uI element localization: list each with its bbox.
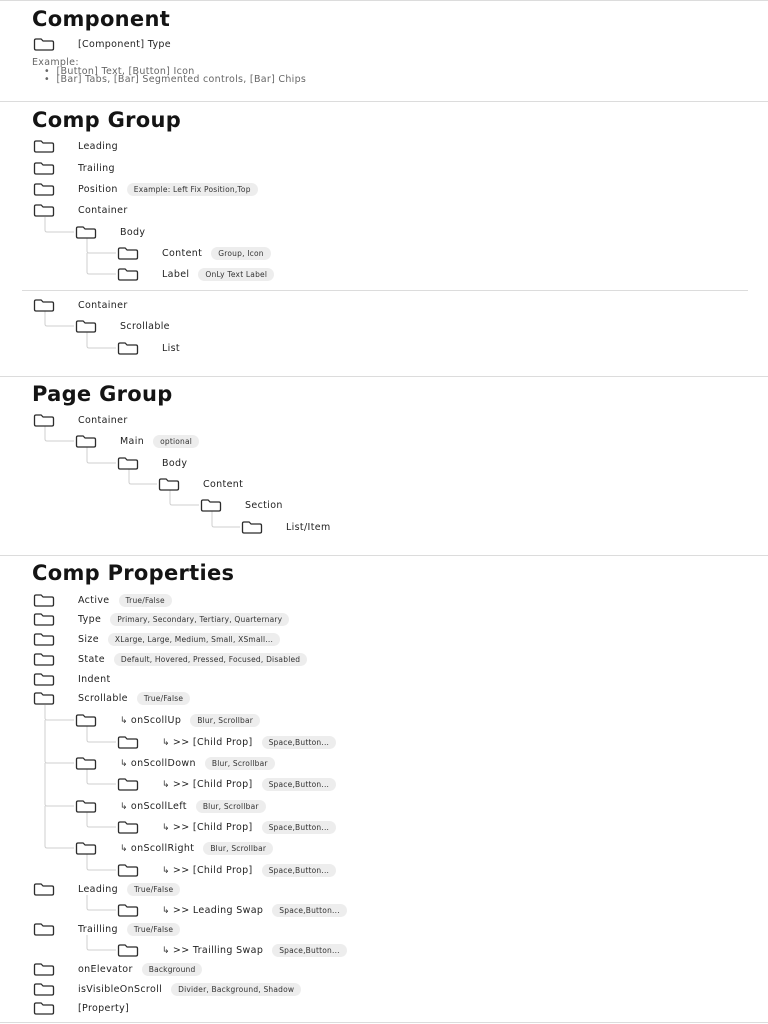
row-label: Trailing xyxy=(78,162,115,174)
row-label xyxy=(162,737,253,748)
row-label: Main xyxy=(120,435,145,447)
row-label: Trailling xyxy=(78,923,118,935)
row-label xyxy=(162,779,253,790)
tree-row xyxy=(117,776,336,792)
tag-chip: OnLy Text Label xyxy=(198,268,274,281)
folder-icon xyxy=(200,499,222,512)
tag-chip: Primary, Secondary, Tertiary, Quarternary xyxy=(110,613,289,626)
tree-row xyxy=(117,734,336,750)
tag-chip: Example: Left Fix Position,Top xyxy=(127,183,258,196)
return-arrow-icon: ↳ xyxy=(120,758,128,769)
row-label: Body xyxy=(162,457,188,469)
folder-icon xyxy=(75,842,97,855)
row-label xyxy=(162,822,253,833)
row-text: >> Leading Swap xyxy=(172,904,264,916)
tree-row xyxy=(33,671,111,687)
folder-icon xyxy=(75,435,97,448)
folder-icon xyxy=(33,594,55,607)
tag-chip: Space,Button... xyxy=(262,778,337,791)
row-label xyxy=(162,905,263,916)
folder-icon xyxy=(75,714,97,727)
section-title-comp-group: Comp Group xyxy=(32,108,182,132)
tree-row xyxy=(75,840,273,856)
folder-icon xyxy=(117,864,139,877)
tag-chip: Space,Button... xyxy=(272,904,347,917)
tree-row xyxy=(33,961,202,977)
tree-row xyxy=(75,712,260,728)
row-text: >> [Child Prop] xyxy=(172,778,253,790)
section-title-page-group: Page Group xyxy=(32,382,173,406)
row-label: Scrollable xyxy=(120,320,170,332)
folder-icon xyxy=(117,778,139,791)
tree-row xyxy=(75,755,275,771)
row-label: Container xyxy=(78,299,128,311)
row-label: Body xyxy=(120,226,146,238)
row-text: onScollUp xyxy=(130,714,182,726)
folder-icon xyxy=(75,757,97,770)
tag-chip: Space,Button... xyxy=(262,736,337,749)
folder-icon xyxy=(33,983,55,996)
tree-row xyxy=(33,412,128,428)
tag-chip: Blur, Scrollbar xyxy=(196,800,266,813)
tree-row xyxy=(117,340,180,356)
folder-icon xyxy=(117,247,139,260)
tree-row xyxy=(33,981,301,997)
row-label xyxy=(120,843,194,854)
example-text: [Button] Text, [Button] Icon xyxy=(56,66,195,77)
tag-chip: XLarge, Large, Medium, Small, XSmall... xyxy=(108,633,280,646)
return-arrow-icon: ↳ xyxy=(162,779,170,790)
return-arrow-icon: ↳ xyxy=(162,822,170,833)
folder-icon xyxy=(117,457,139,470)
tree-row xyxy=(33,651,307,667)
tree-row xyxy=(117,862,336,878)
return-arrow-icon: ↳ xyxy=(162,737,170,748)
return-arrow-icon: ↳ xyxy=(162,945,170,956)
row-text: onScollDown xyxy=(130,757,196,769)
row-label xyxy=(162,945,263,956)
row-label: Content xyxy=(162,247,203,259)
folder-icon xyxy=(33,162,55,175)
tree-row xyxy=(33,921,180,937)
folder-icon xyxy=(117,944,139,957)
row-label: Type xyxy=(78,613,102,625)
tree-row xyxy=(117,902,347,918)
folder-icon xyxy=(117,342,139,355)
folder-icon xyxy=(117,736,139,749)
tag-chip: Space,Button... xyxy=(272,944,347,957)
row-text: >> Trailling Swap xyxy=(172,944,264,956)
row-label: isVisibleOnScroll xyxy=(78,983,163,995)
row-label xyxy=(162,865,253,876)
row-text: onScollLeft xyxy=(130,800,187,812)
folder-icon xyxy=(33,38,55,51)
tree-row xyxy=(33,690,190,706)
tag-chip: True/False xyxy=(127,923,180,936)
tree-row xyxy=(117,455,187,471)
tree-row xyxy=(117,819,336,835)
row-label: List/Item xyxy=(286,521,331,533)
row-label: Leading xyxy=(78,140,118,152)
row-text: >> [Child Prop] xyxy=(172,821,253,833)
folder-icon xyxy=(33,613,55,626)
folder-icon xyxy=(33,633,55,646)
tree-row xyxy=(33,36,171,52)
folder-icon xyxy=(33,883,55,896)
tag-chip: Space,Button... xyxy=(262,821,337,834)
row-label: Container xyxy=(78,414,128,426)
folder-icon xyxy=(33,653,55,666)
return-arrow-icon: ↳ xyxy=(120,715,128,726)
row-text: onScollRight xyxy=(130,842,195,854)
tree-row xyxy=(33,202,128,218)
return-arrow-icon: ↳ xyxy=(162,865,170,876)
tree-row xyxy=(241,519,331,535)
example-item xyxy=(44,74,306,85)
divider xyxy=(0,555,768,556)
example-text: [Bar] Tabs, [Bar] Segmented controls, [Bar] Chips xyxy=(56,74,307,85)
tag-chip: optional xyxy=(153,435,199,448)
row-label: State xyxy=(78,653,105,665)
folder-icon xyxy=(117,821,139,834)
row-label: Size xyxy=(78,633,99,645)
folder-icon xyxy=(33,673,55,686)
tag-chip: True/False xyxy=(137,692,190,705)
divider xyxy=(22,290,748,291)
return-arrow-icon: ↳ xyxy=(162,905,170,916)
divider xyxy=(0,376,768,377)
row-label: Section xyxy=(245,499,283,511)
tag-chip: Background xyxy=(142,963,203,976)
tag-chip: Blur, Scrollbar xyxy=(190,714,260,727)
tree-row xyxy=(33,631,280,647)
row-label: Scrollable xyxy=(78,692,128,704)
row-label: Leading xyxy=(78,883,118,895)
tree-row xyxy=(33,181,258,197)
row-label: Content xyxy=(203,478,244,490)
row-label xyxy=(120,715,181,726)
tree-row xyxy=(33,160,115,176)
folder-icon xyxy=(241,521,263,534)
tree-row xyxy=(200,497,283,513)
bullet: • xyxy=(44,74,50,85)
folder-icon xyxy=(75,800,97,813)
tree-row xyxy=(75,798,266,814)
row-label: Active xyxy=(78,594,110,606)
tree-row xyxy=(33,1000,129,1016)
folder-icon xyxy=(33,923,55,936)
section-title-component: Component xyxy=(32,7,171,31)
tag-chip: Blur, Scrollbar xyxy=(203,842,273,855)
return-arrow-icon: ↳ xyxy=(120,801,128,812)
folder-icon xyxy=(117,268,139,281)
tag-chip: Blur, Scrollbar xyxy=(205,757,275,770)
folder-icon xyxy=(33,414,55,427)
tree-row xyxy=(75,318,170,334)
tree-row xyxy=(75,433,199,449)
tree-row xyxy=(33,592,172,608)
divider xyxy=(0,1022,768,1023)
tag-chip: Space,Button... xyxy=(262,864,337,877)
folder-icon xyxy=(33,204,55,217)
folder-icon xyxy=(33,1002,55,1015)
folder-icon xyxy=(33,692,55,705)
divider xyxy=(0,0,768,1)
tag-chip: True/False xyxy=(127,883,180,896)
tree-row xyxy=(117,942,347,958)
tree-row xyxy=(33,881,180,897)
folder-icon xyxy=(158,478,180,491)
folder-icon xyxy=(75,320,97,333)
tag-chip: Group, Icon xyxy=(211,247,270,260)
tree-row xyxy=(33,611,289,627)
row-label: [Property] xyxy=(78,1002,130,1014)
folder-icon xyxy=(33,183,55,196)
row-label: [Component] Type xyxy=(78,38,172,50)
folder-icon xyxy=(33,299,55,312)
row-label: Position xyxy=(78,183,118,195)
bullet: • xyxy=(44,66,50,77)
folder-icon xyxy=(33,140,55,153)
return-arrow-icon: ↳ xyxy=(120,843,128,854)
folder-icon xyxy=(33,963,55,976)
tag-chip: Divider, Background, Shadow xyxy=(171,983,301,996)
row-label: Label xyxy=(162,268,190,280)
tree-row xyxy=(33,138,118,154)
example-label: Example: xyxy=(32,57,79,68)
tag-chip: Default, Hovered, Pressed, Focused, Disabled xyxy=(114,653,307,666)
row-text: >> [Child Prop] xyxy=(172,864,253,876)
tag-chip: True/False xyxy=(119,594,172,607)
row-label xyxy=(120,758,196,769)
row-label xyxy=(120,801,187,812)
tree-row xyxy=(117,266,274,282)
folder-icon xyxy=(117,904,139,917)
row-text: >> [Child Prop] xyxy=(172,736,253,748)
tree-row xyxy=(33,297,128,313)
tree-row xyxy=(75,224,145,240)
row-label: Indent xyxy=(78,673,111,685)
row-label: onElevator xyxy=(78,963,133,975)
tree-row xyxy=(158,476,243,492)
tree-row xyxy=(117,245,271,261)
row-label: Container xyxy=(78,204,128,216)
folder-icon xyxy=(75,226,97,239)
row-label: List xyxy=(162,342,181,354)
divider xyxy=(0,101,768,102)
section-title-comp-properties: Comp Properties xyxy=(32,561,235,585)
